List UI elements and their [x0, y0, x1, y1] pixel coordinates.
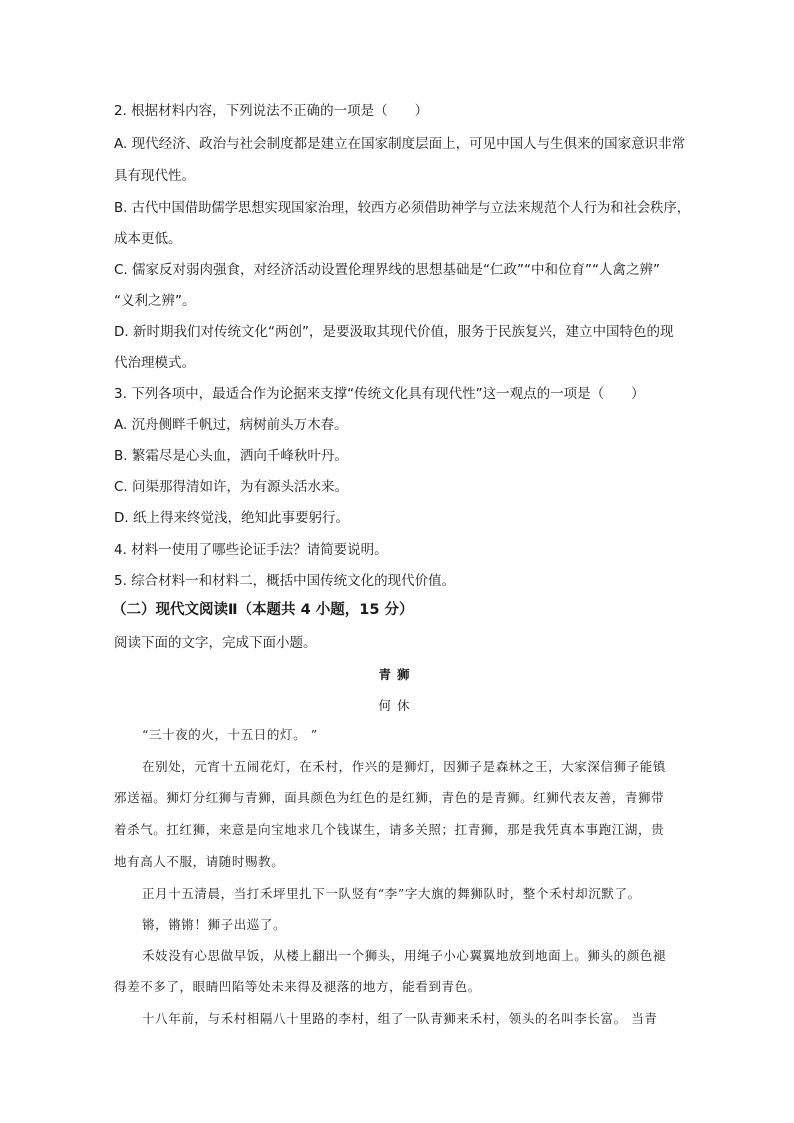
story-paragraph-2: 在别处，元宵十五闹花灯，在禾村，作兴的是狮灯，因狮子是森林之王，大家深信狮子能镇 [142, 759, 667, 774]
story-paragraph-5: 禾妓没有心思做早饭，从楼上翻出一个狮头，用绳子小心翼翼地放到地面上。狮头的颜色褪 [142, 948, 667, 963]
question-3-stem: 3. 下列各项中，最适合作为论据来支撑“传统文化具有现代性”这一观点的一项是（ ） [114, 386, 645, 402]
question-2-option-a-continued: 具有现代性。 [114, 168, 195, 184]
question-2-option-c-continued: “义利之辨”。 [114, 293, 196, 309]
story-author: 何休 [378, 698, 416, 713]
question-4: 4. 材料一使用了哪些论证手法？请简要说明。 [114, 542, 388, 558]
story-paragraph-5-line-2: 得差不多了，眼睛凹陷等处未来得及褪落的地方，能看到青色。 [114, 979, 481, 994]
story-title: 青狮 [378, 667, 416, 682]
question-5: 5. 综合材料一和材料二，概括中国传统文化的现代价值。 [114, 573, 456, 589]
question-2-option-a: A. 现代经济、政治与社会制度都是建立在国家制度层面上，可见中国人与生俱来的国家意识非常 [114, 136, 686, 152]
question-3-option-c: C. 问渠那得清如许，为有源头活水来。 [114, 479, 349, 495]
question-2-stem: 2. 根据材料内容，下列说法不正确的一项是（ ） [114, 103, 429, 119]
story-paragraph-2-line-3: 着杀气。扛红狮，来意是向宝地求几个钱谋生，请多关照；扛青狮，那是我凭真本事跑江湖，贵 [114, 822, 665, 837]
question-3-option-a: A. 沉舟侧畔千帆过，病树前头万木春。 [114, 417, 348, 433]
question-3-option-d: D. 纸上得来终觉浅，绝知此事要躬行。 [114, 510, 349, 526]
question-2-option-d-continued: 代治理模式。 [114, 355, 195, 371]
question-2-option-c: C. 儒家反对弱肉强食，对经济活动设置伦理界线的思想基础是“仁政”“中和位育”“人禽之辨” [114, 262, 660, 278]
question-2-option-d: D. 新时期我们对传统文化“两创”，是要汲取其现代价值，服务于民族复兴，建立中国特色的现 [114, 324, 674, 340]
question-2-option-b: B. 古代中国借助儒学思想实现国家治理，较西方必须借助神学与立法来规范个人行为和社会秩序， [114, 200, 691, 216]
story-paragraph-2-line-4: 地有高人不服，请随时赐教。 [114, 854, 285, 869]
story-paragraph-2-line-2: 邪送福。狮灯分红狮与青狮，面具颜色为红色的是红狮，青色的是青狮。红狮代表友善，青狮带 [114, 790, 665, 805]
story-paragraph-6: 十八年前，与禾村相隔八十里路的李村，组了一队青狮来禾村，领头的名叫李长富。 当青 [142, 1011, 658, 1026]
question-3-option-b: B. 繁霜尽是心头血，洒向千峰秋叶丹。 [114, 448, 348, 464]
section-instruction: 阅读下面的文字，完成下面小题。 [114, 635, 317, 651]
story-paragraph-4: 锵，锵锵！狮子出巡了。 [142, 917, 287, 932]
story-paragraph-1: “三十夜的火，十五日的灯。 ” [142, 727, 318, 742]
question-2-option-b-continued: 成本更低。 [114, 231, 182, 247]
story-paragraph-3: 正月十五清晨，当打禾坪里扎下一队竖有“李”字大旗的舞狮队时，整个禾村却沉默了。 [142, 886, 641, 901]
section-heading: （二）现代文阅读Ⅱ（本题共 4 小题，15 分） [112, 602, 414, 618]
